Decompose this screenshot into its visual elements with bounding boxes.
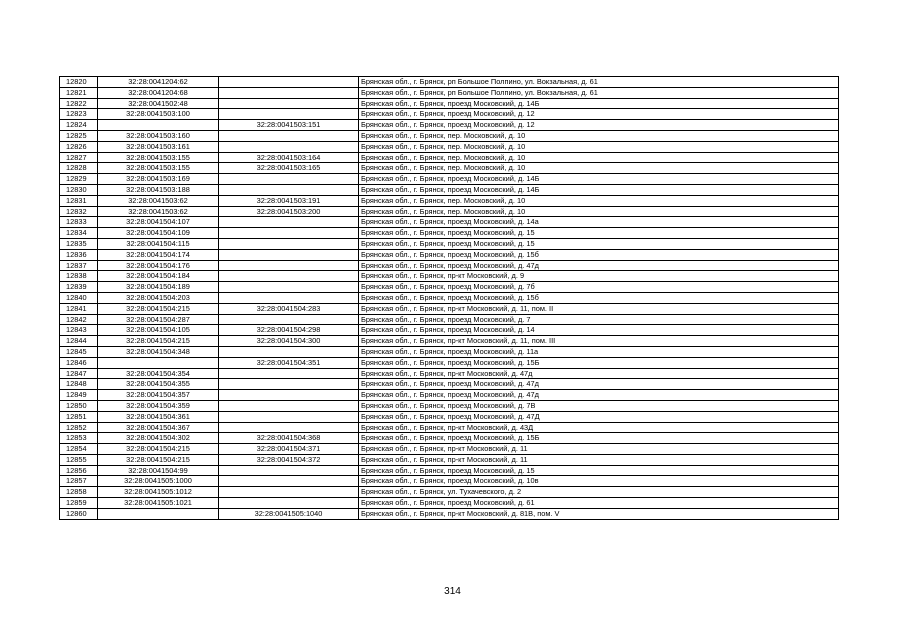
cadastral-number-cell: 32:28:0041504:302: [98, 433, 219, 444]
cadastral-number-cell: 32:28:0041503:155: [98, 152, 219, 163]
related-cadastral-number-cell: [219, 77, 359, 88]
row-number-cell: 12838: [60, 271, 98, 282]
cadastral-number-cell: 32:28:0041504:361: [98, 411, 219, 422]
table-row: [60, 271, 839, 282]
cadastral-number-cell: 32:28:0041504:215: [98, 336, 219, 347]
related-cadastral-number-cell: 32:28:0041504:300: [219, 336, 359, 347]
related-cadastral-number-cell: [219, 130, 359, 141]
related-cadastral-number-cell: [219, 498, 359, 509]
address-cell: Брянская обл., г. Брянск, проезд Московский, д. 7б: [359, 282, 839, 293]
table-row: [60, 238, 839, 249]
address-cell: Брянская обл., г. Брянск, рп Большое Полпино, ул. Вокзальная, д. 61: [359, 87, 839, 98]
table-row: [60, 411, 839, 422]
related-cadastral-number-cell: 32:28:0041504:368: [219, 433, 359, 444]
address-cell: Брянская обл., г. Брянск, проезд Московский, д. 14а: [359, 217, 839, 228]
cadastral-number-cell: 32:28:0041504:184: [98, 271, 219, 282]
row-number-cell: 12844: [60, 336, 98, 347]
cadastral-number-cell: 32:28:0041504:189: [98, 282, 219, 293]
row-number-cell: 12842: [60, 314, 98, 325]
row-number-cell: 12820: [60, 77, 98, 88]
address-cell: Брянская обл., г. Брянск, пр-кт Московский, д. 9: [359, 271, 839, 282]
related-cadastral-number-cell: [219, 422, 359, 433]
table-body: [60, 77, 839, 520]
address-cell: Брянская обл., г. Брянск, проезд Московский, д. 7В: [359, 400, 839, 411]
table-row: [60, 487, 839, 498]
related-cadastral-number-cell: [219, 174, 359, 185]
address-cell: Брянская обл., г. Брянск, проезд Московский, д. 15: [359, 465, 839, 476]
related-cadastral-number-cell: [219, 379, 359, 390]
table-row: [60, 465, 839, 476]
row-number-cell: 12824: [60, 120, 98, 131]
cadastral-number-cell: 32:28:0041503:160: [98, 130, 219, 141]
row-number-cell: 12833: [60, 217, 98, 228]
address-cell: Брянская обл., г. Брянск, проезд Московский, д. 15б: [359, 249, 839, 260]
cadastral-number-cell: 32:28:0041204:68: [98, 87, 219, 98]
related-cadastral-number-cell: [219, 400, 359, 411]
page-number: 314: [444, 586, 461, 597]
address-cell: Брянская обл., г. Брянск, пер. Московский, д. 10: [359, 152, 839, 163]
row-number-cell: 12849: [60, 390, 98, 401]
table-row: [60, 400, 839, 411]
table-row: [60, 357, 839, 368]
cadastral-number-cell: 32:28:0041504:357: [98, 390, 219, 401]
table-row: [60, 346, 839, 357]
address-cell: Брянская обл., г. Брянск, проезд Московский, д. 47д: [359, 379, 839, 390]
related-cadastral-number-cell: [219, 109, 359, 120]
address-cell: Брянская обл., г. Брянск, проезд Московский, д. 47Д: [359, 411, 839, 422]
cadastral-number-cell: 32:28:0041505:1012: [98, 487, 219, 498]
row-number-cell: 12839: [60, 282, 98, 293]
address-cell: Брянская обл., г. Брянск, проезд Московский, д. 61: [359, 498, 839, 509]
cadastral-number-cell: 32:28:0041504:355: [98, 379, 219, 390]
row-number-cell: 12851: [60, 411, 98, 422]
row-number-cell: 12823: [60, 109, 98, 120]
address-cell: Брянская обл., г. Брянск, рп Большое Полпино, ул. Вокзальная, д. 61: [359, 77, 839, 88]
cadastral-number-cell: 32:28:0041504:115: [98, 238, 219, 249]
address-cell: Брянская обл., г. Брянск, проезд Московский, д. 47д: [359, 260, 839, 271]
related-cadastral-number-cell: [219, 249, 359, 260]
cadastral-number-cell: [98, 508, 219, 519]
table-row: [60, 98, 839, 109]
cadastral-number-cell: 32:28:0041504:107: [98, 217, 219, 228]
address-cell: Брянская обл., г. Брянск, пр-кт Московский, д. 11: [359, 444, 839, 455]
table-row: [60, 249, 839, 260]
row-number-cell: 12837: [60, 260, 98, 271]
row-number-cell: 12841: [60, 303, 98, 314]
related-cadastral-number-cell: [219, 184, 359, 195]
related-cadastral-number-cell: [219, 411, 359, 422]
related-cadastral-number-cell: [219, 260, 359, 271]
table-row: [60, 163, 839, 174]
cadastral-number-cell: 32:28:0041505:1021: [98, 498, 219, 509]
table-row: [60, 77, 839, 88]
table-row: [60, 498, 839, 509]
cadastral-number-cell: 32:28:0041504:367: [98, 422, 219, 433]
cadastral-table: [59, 76, 839, 520]
related-cadastral-number-cell: [219, 87, 359, 98]
table-row: [60, 260, 839, 271]
table-row: [60, 508, 839, 519]
cadastral-number-cell: [98, 120, 219, 131]
row-number-cell: 12860: [60, 508, 98, 519]
address-cell: Брянская обл., г. Брянск, проезд Московский, д. 11а: [359, 346, 839, 357]
address-cell: Брянская обл., г. Брянск, проезд Московский, д. 12: [359, 120, 839, 131]
row-number-cell: 12827: [60, 152, 98, 163]
address-cell: Брянская обл., г. Брянск, пр-кт Московский, д. 43Д: [359, 422, 839, 433]
related-cadastral-number-cell: 32:28:0041503:151: [219, 120, 359, 131]
related-cadastral-number-cell: 32:28:0041503:164: [219, 152, 359, 163]
row-number-cell: 12859: [60, 498, 98, 509]
cadastral-number-cell: 32:28:0041504:215: [98, 454, 219, 465]
cadastral-number-cell: 32:28:0041504:203: [98, 292, 219, 303]
related-cadastral-number-cell: [219, 271, 359, 282]
cadastral-number-cell: 32:28:0041503:62: [98, 195, 219, 206]
row-number-cell: 12843: [60, 325, 98, 336]
related-cadastral-number-cell: [219, 346, 359, 357]
row-number-cell: 12856: [60, 465, 98, 476]
row-number-cell: 12848: [60, 379, 98, 390]
table-row: [60, 292, 839, 303]
row-number-cell: 12855: [60, 454, 98, 465]
table-row: [60, 390, 839, 401]
address-cell: Брянская обл., г. Брянск, проезд Московский, д. 47д: [359, 390, 839, 401]
table-row: [60, 433, 839, 444]
address-cell: Брянская обл., г. Брянск, пер. Московский, д. 10: [359, 141, 839, 152]
address-cell: Брянская обл., г. Брянск, пер. Московский, д. 10: [359, 206, 839, 217]
row-number-cell: 12834: [60, 228, 98, 239]
cadastral-number-cell: 32:28:0041502:48: [98, 98, 219, 109]
cadastral-number-cell: 32:28:0041503:161: [98, 141, 219, 152]
table-row: [60, 174, 839, 185]
table-row: [60, 476, 839, 487]
related-cadastral-number-cell: [219, 98, 359, 109]
related-cadastral-number-cell: [219, 292, 359, 303]
cadastral-number-cell: 32:28:0041503:62: [98, 206, 219, 217]
cadastral-number-cell: 32:28:0041504:105: [98, 325, 219, 336]
related-cadastral-number-cell: 32:28:0041504:298: [219, 325, 359, 336]
related-cadastral-number-cell: [219, 465, 359, 476]
address-cell: Брянская обл., г. Брянск, пер. Московский, д. 10: [359, 130, 839, 141]
address-cell: Брянская обл., г. Брянск, пр-кт Московский, д. 11, пом. III: [359, 336, 839, 347]
table-row: [60, 422, 839, 433]
address-cell: Брянская обл., г. Брянск, пр-кт Московский, д. 11: [359, 454, 839, 465]
cadastral-number-cell: 32:28:0041504:287: [98, 314, 219, 325]
row-number-cell: 12850: [60, 400, 98, 411]
address-cell: Брянская обл., г. Брянск, ул. Тухачевского, д. 2: [359, 487, 839, 498]
row-number-cell: 12828: [60, 163, 98, 174]
row-number-cell: 12846: [60, 357, 98, 368]
cadastral-number-cell: 32:28:0041503:188: [98, 184, 219, 195]
address-cell: Брянская обл., г. Брянск, пер. Московский, д. 10: [359, 163, 839, 174]
address-cell: Брянская обл., г. Брянск, проезд Московский, д. 10в: [359, 476, 839, 487]
row-number-cell: 12832: [60, 206, 98, 217]
cadastral-number-cell: 32:28:0041504:215: [98, 444, 219, 455]
cadastral-number-cell: 32:28:0041504:176: [98, 260, 219, 271]
table-row: [60, 368, 839, 379]
cadastral-number-cell: 32:28:0041504:215: [98, 303, 219, 314]
address-cell: Брянская обл., г. Брянск, пр-кт Московский, д. 47д: [359, 368, 839, 379]
table-row: [60, 314, 839, 325]
table-row: [60, 228, 839, 239]
table-row: [60, 217, 839, 228]
cadastral-number-cell: 32:28:0041504:174: [98, 249, 219, 260]
related-cadastral-number-cell: 32:28:0041505:1040: [219, 508, 359, 519]
row-number-cell: 12831: [60, 195, 98, 206]
table-row: [60, 336, 839, 347]
address-cell: Брянская обл., г. Брянск, пер. Московский, д. 10: [359, 195, 839, 206]
cadastral-number-cell: 32:28:0041504:359: [98, 400, 219, 411]
related-cadastral-number-cell: [219, 228, 359, 239]
related-cadastral-number-cell: 32:28:0041503:200: [219, 206, 359, 217]
address-cell: Брянская обл., г. Брянск, проезд Московский, д. 14Б: [359, 174, 839, 185]
cadastral-number-cell: 32:28:0041204:62: [98, 77, 219, 88]
cadastral-number-cell: 32:28:0041504:99: [98, 465, 219, 476]
cadastral-number-cell: 32:28:0041503:155: [98, 163, 219, 174]
row-number-cell: 12821: [60, 87, 98, 98]
related-cadastral-number-cell: 32:28:0041503:165: [219, 163, 359, 174]
address-cell: Брянская обл., г. Брянск, проезд Московский, д. 15Б: [359, 433, 839, 444]
table-row: [60, 109, 839, 120]
related-cadastral-number-cell: [219, 487, 359, 498]
related-cadastral-number-cell: 32:28:0041503:191: [219, 195, 359, 206]
table-row: [60, 195, 839, 206]
row-number-cell: 12826: [60, 141, 98, 152]
address-cell: Брянская обл., г. Брянск, проезд Московский, д. 15Б: [359, 357, 839, 368]
related-cadastral-number-cell: 32:28:0041504:372: [219, 454, 359, 465]
table-row: [60, 206, 839, 217]
table-row: [60, 120, 839, 131]
row-number-cell: 12854: [60, 444, 98, 455]
address-cell: Брянская обл., г. Брянск, проезд Московский, д. 15: [359, 238, 839, 249]
row-number-cell: 12825: [60, 130, 98, 141]
related-cadastral-number-cell: [219, 390, 359, 401]
cadastral-number-cell: 32:28:0041505:1000: [98, 476, 219, 487]
address-cell: Брянская обл., г. Брянск, проезд Московский, д. 15: [359, 228, 839, 239]
table-row: [60, 303, 839, 314]
table-row: [60, 141, 839, 152]
table-row: [60, 379, 839, 390]
row-number-cell: 12852: [60, 422, 98, 433]
related-cadastral-number-cell: [219, 238, 359, 249]
address-cell: Брянская обл., г. Брянск, проезд Московский, д. 12: [359, 109, 839, 120]
address-cell: Брянская обл., г. Брянск, проезд Московский, д. 15б: [359, 292, 839, 303]
address-cell: Брянская обл., г. Брянск, пр-кт Московский, д. 81В, пом. V: [359, 508, 839, 519]
related-cadastral-number-cell: [219, 282, 359, 293]
cadastral-number-cell: [98, 357, 219, 368]
related-cadastral-number-cell: 32:28:0041504:351: [219, 357, 359, 368]
address-cell: Брянская обл., г. Брянск, проезд Московский, д. 7: [359, 314, 839, 325]
address-cell: Брянская обл., г. Брянск, проезд Московский, д. 14Б: [359, 98, 839, 109]
table-row: [60, 87, 839, 98]
row-number-cell: 12829: [60, 174, 98, 185]
row-number-cell: 12822: [60, 98, 98, 109]
related-cadastral-number-cell: [219, 368, 359, 379]
related-cadastral-number-cell: [219, 476, 359, 487]
related-cadastral-number-cell: [219, 314, 359, 325]
table-row: [60, 130, 839, 141]
cadastral-number-cell: 32:28:0041504:348: [98, 346, 219, 357]
cadastral-number-cell: 32:28:0041503:100: [98, 109, 219, 120]
related-cadastral-number-cell: [219, 217, 359, 228]
table-row: [60, 325, 839, 336]
row-number-cell: 12835: [60, 238, 98, 249]
row-number-cell: 12847: [60, 368, 98, 379]
related-cadastral-number-cell: [219, 141, 359, 152]
cadastral-number-cell: 32:28:0041504:354: [98, 368, 219, 379]
table-row: [60, 184, 839, 195]
address-cell: Брянская обл., г. Брянск, проезд Московский, д. 14Б: [359, 184, 839, 195]
row-number-cell: 12836: [60, 249, 98, 260]
table-row: [60, 454, 839, 465]
table-row: [60, 282, 839, 293]
cadastral-number-cell: 32:28:0041504:109: [98, 228, 219, 239]
row-number-cell: 12830: [60, 184, 98, 195]
table-row: [60, 152, 839, 163]
table-row: [60, 444, 839, 455]
row-number-cell: 12853: [60, 433, 98, 444]
related-cadastral-number-cell: 32:28:0041504:283: [219, 303, 359, 314]
row-number-cell: 12858: [60, 487, 98, 498]
row-number-cell: 12857: [60, 476, 98, 487]
address-cell: Брянская обл., г. Брянск, пр-кт Московский, д. 11, пом. II: [359, 303, 839, 314]
row-number-cell: 12845: [60, 346, 98, 357]
cadastral-number-cell: 32:28:0041503:169: [98, 174, 219, 185]
related-cadastral-number-cell: 32:28:0041504:371: [219, 444, 359, 455]
address-cell: Брянская обл., г. Брянск, проезд Московский, д. 14: [359, 325, 839, 336]
row-number-cell: 12840: [60, 292, 98, 303]
